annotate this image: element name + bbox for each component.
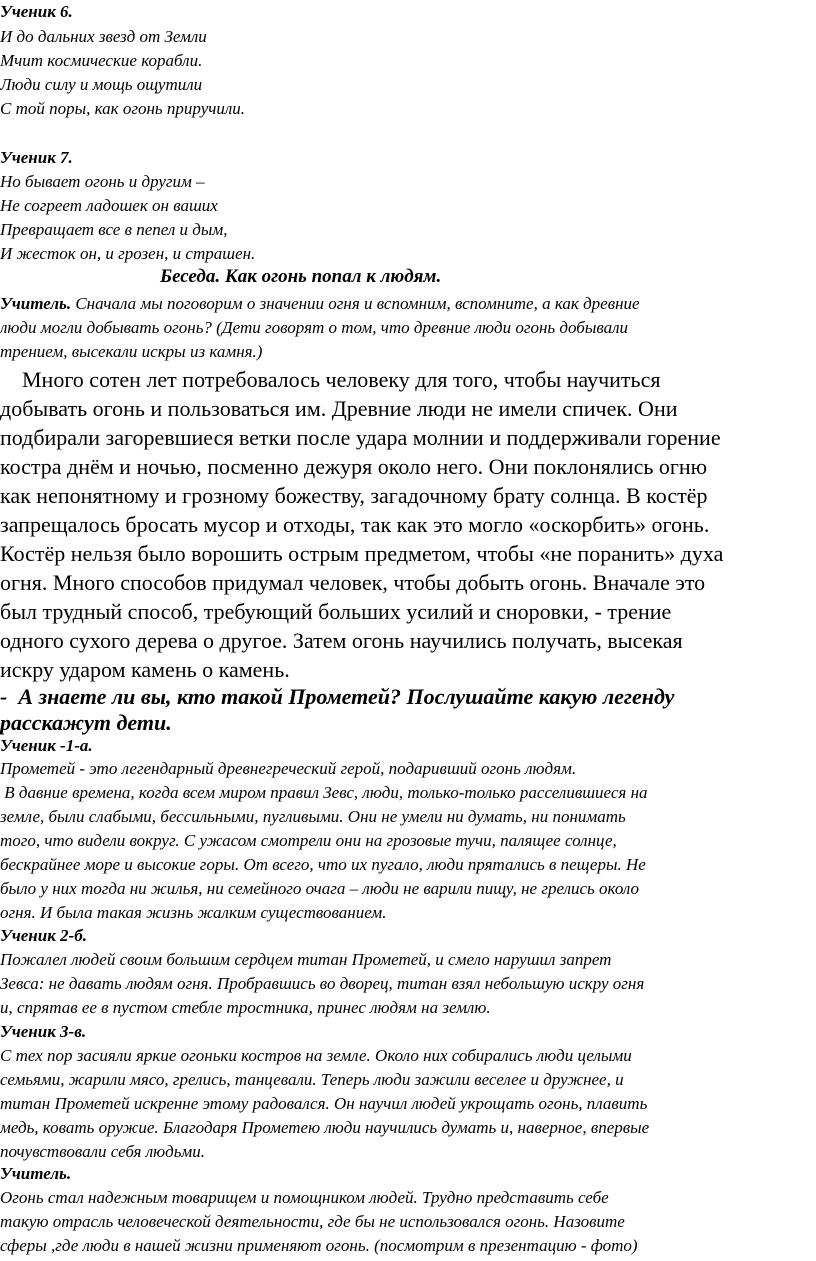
teacher-intro-text: Сначала мы поговорим о значении огня и вспомним, вспомните, а как древние — [71, 294, 640, 313]
student3v-line-5: почувствовали себя людьми. — [0, 1142, 206, 1161]
student2b-line-3: и, спрятав ее в пустом стебле тростника, принес людям на землю. — [0, 998, 491, 1017]
question-line-1: - А знаете ли вы, кто такой Прометей? Послушайте какую легенду — [0, 684, 675, 709]
teacher-intro-line-2: люди могли добывать огонь? (Дети говорят о том, что древние люди огонь добывали — [0, 318, 629, 337]
narrative-line-6: запрещалось бросать мусор и отходы, так как это могло «оскорбить» огонь. — [0, 512, 710, 537]
teacher-intro-label: Учитель. — [0, 294, 72, 313]
teacher-final-line-3: сферы ,где люди в нашей жизни применяют огонь. (посмотрим в презентацию - фото) — [0, 1236, 638, 1255]
student1a-line-1: Прометей - это легендарный древнегреческий герой, подаривший огонь людям. — [0, 759, 577, 778]
teacher-final-line-1: Огонь стал надежным товарищем и помощником людей. Трудно представить себе — [0, 1188, 609, 1207]
student3v-line-3: титан Прометей искренне этому радовался. Он научил людей укрощать огонь, плавить — [0, 1094, 648, 1113]
student1a-line-7: огня. И была такая жизнь жалким существованием. — [0, 903, 387, 922]
student1a-line-2: В давние времена, когда всем миром правил Зевс, люди, только-только расселившиеся на — [0, 783, 648, 802]
student6-line-2: Мчит космические корабли. — [0, 51, 203, 70]
student3v-line-4: медь, ковать оружие. Благодаря Прометею люди научились думать и, наверное, впервые — [0, 1118, 650, 1137]
student6-line-4: С той поры, как огонь приручили. — [0, 99, 246, 118]
student2b-line-2: Зевса: не давать людям огня. Пробравшись во дворец, титан взял небольшую искру огня — [0, 974, 645, 993]
narrative-line-7: Костёр нельзя было ворошить острым предметом, чтобы «не поранить» духа — [0, 541, 724, 566]
narrative-line-5: как непонятному и грозному божеству, загадочному брату солнца. В костёр — [0, 483, 708, 508]
question-line-2: расскажут дети. — [0, 710, 172, 735]
narrative-line-9: был трудный способ, требующий больших усилий и сноровки, - трение — [0, 599, 672, 624]
student1a-line-5: бескрайнее море и высокие горы. От всего, что их пугало, люди прятались в пещеры. Не — [0, 855, 646, 874]
narrative-line-1: Много сотен лет потребовалось человеку для того, чтобы научиться — [0, 367, 661, 392]
narrative-line-8: огня. Много способов придумал человек, чтобы добыть огонь. Вначале это — [0, 570, 706, 595]
student7-line-4: И жесток он, и грозен, и страшен. — [0, 244, 256, 263]
student6-line-1: И до дальних звезд от Земли — [0, 27, 207, 46]
student2b-line-1: Пожалел людей своим большим сердцем титан Прометей, и смело нарушил запрет — [0, 950, 612, 969]
narrative-line-4: костра днём и ночью, посменно дежуря около него. Они поклонялись огню — [0, 454, 708, 479]
narrative-line-3: подбирали загоревшиеся ветки после удара молнии и поддерживали горение — [0, 425, 721, 450]
student3v-line-2: семьями, жарили мясо, грелись, танцевали. Теперь люди зажили веселее и дружнее, и — [0, 1070, 624, 1089]
teacher-final-line-2: такую отрасль человеческой деятельности, где бы не использовался огонь. Назовите — [0, 1212, 625, 1231]
narrative-line-2: добывать огонь и пользоваться им. Древние люди не имели спичек. Они — [0, 396, 678, 421]
teacher-final-heading: Учитель. — [0, 1164, 72, 1183]
student7-line-1: Но бывает огонь и другим – — [0, 172, 205, 191]
student7-heading: Ученик 7. — [0, 148, 73, 167]
teacher-intro-line-1 — [0, 294, 640, 314]
student7-line-3: Превращает все в пепел и дым, — [0, 220, 228, 239]
student1a-heading: Ученик -1-а. — [0, 736, 93, 755]
teacher-intro-line-3: трением, высекали искры из камня.) — [0, 342, 263, 361]
student3v-heading: Ученик 3-в. — [0, 1022, 87, 1041]
student1a-line-3: земле, были слабыми, бессильными, пугливыми. Они не умели ни думать, ни понимать — [0, 807, 626, 826]
student2b-heading: Ученик 2-б. — [0, 926, 87, 945]
section-title: Беседа. Как огонь попал к людям. — [160, 266, 442, 287]
student6-heading: Ученик 6. — [0, 2, 73, 21]
student1a-line-4: того, что видели вокруг. С ужасом смотрели они на грозовые тучи, палящее солнце, — [0, 831, 617, 850]
student6-line-3: Люди силу и мощь ощутили — [0, 75, 203, 94]
student1a-line-6: было у них тогда ни жилья, ни семейного очага – люди не варили пищу, не грелись около — [0, 879, 640, 898]
student3v-line-1: С тех пор засияли яркие огоньки костров на земле. Около них собирались люди целыми — [0, 1046, 632, 1065]
student7-line-2: Не согреет ладошек он ваших — [0, 196, 218, 215]
narrative-line-10: одного сухого дерева о другое. Затем огонь научились получать, высекая — [0, 628, 683, 653]
narrative-line-11: искру ударом камень о камень. — [0, 657, 290, 682]
